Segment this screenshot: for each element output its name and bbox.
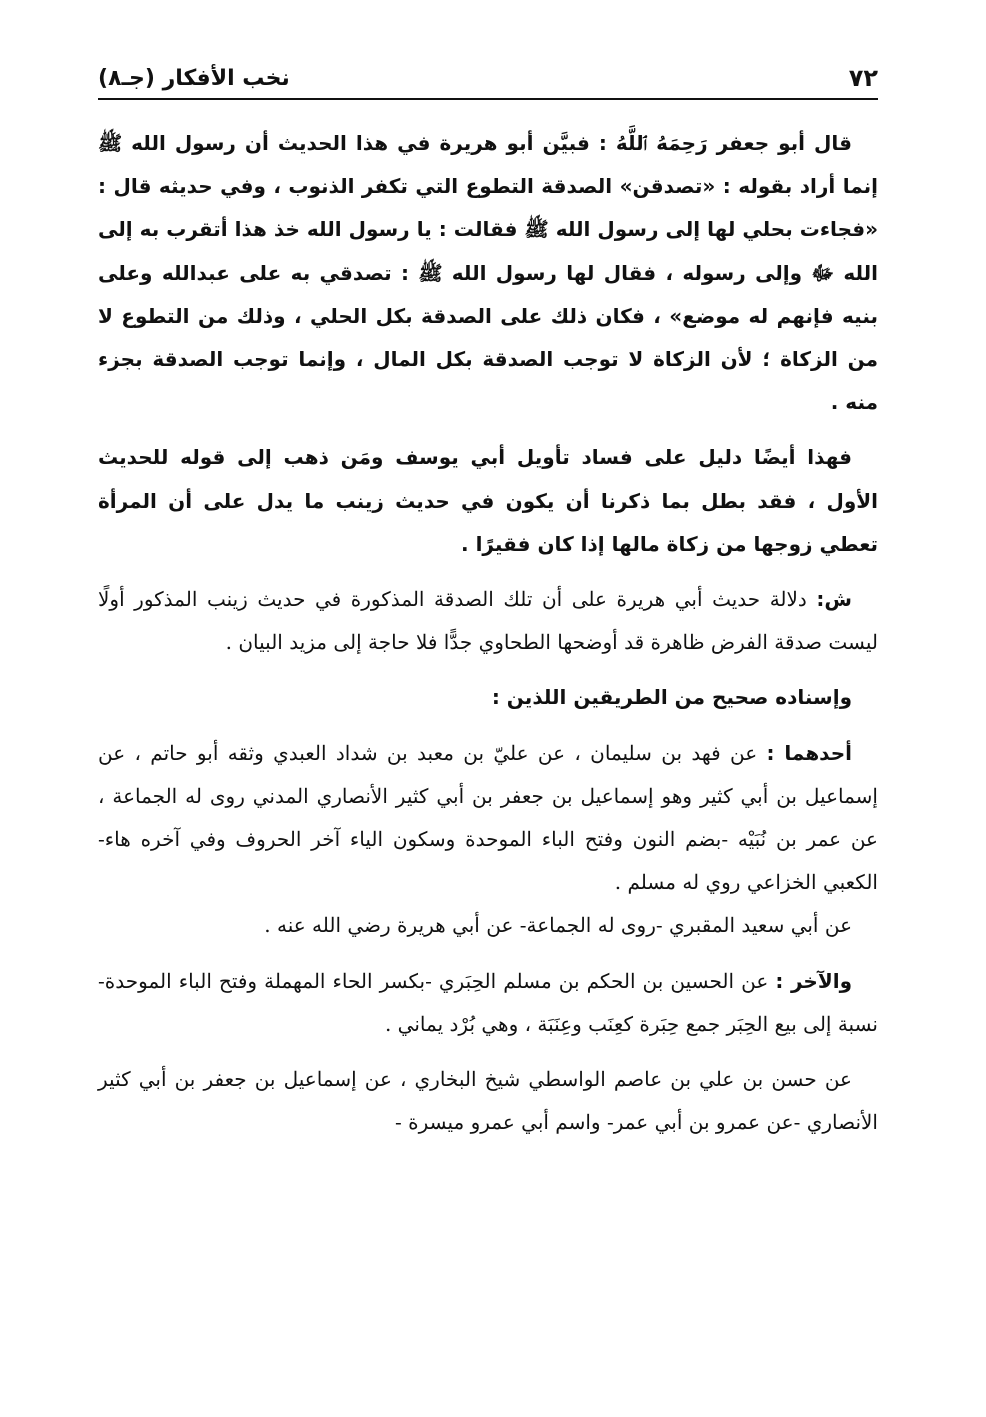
paragraph-text: عن أبي سعيد المقبري -روى له الجماعة- عن أبي هريرة رضي الله عنه . [264,913,852,938]
paragraph-isnad-heading [98,676,878,719]
page-number: ٧٢ [848,64,878,92]
paragraph-lead: أحدهما : [766,740,853,765]
paragraph-abu-jafar [98,122,878,424]
paragraph-second-chain-cont [98,1058,878,1144]
paragraph-text: عن حسن بن علي بن عاصم الواسطي شيخ البخاري ، عن إسماعيل بن جعفر بن أبي كثير الأنصاري -عن عمرو بن أبي عمر- واسم أبي عمرو ميسرة - [98,1067,878,1135]
paragraph-text: دلالة حديث أبي هريرة على أن تلك الصدقة المذكورة في حديث زينب المذكور أولًا ليست صدقة الفرض ظاهرة قد أوضحها الطحاوي جدًّا فلا حاجة إلى مزيد البيان . [98,587,878,655]
paragraph-commentary [98,578,878,664]
paragraph-first-chain [98,732,878,905]
paragraph-second-chain [98,960,878,1046]
book-title: نخب الأفكار (جـ٨) [98,65,290,91]
paragraph-text: فهذا أيضًا دليل على فساد تأويل أبي يوسف ومَن ذهب إلى قوله للحديث الأول ، فقد بطل بما ذكرنا أن يكون في حديث زينب ما يدل على أن المرأة تعطي زوجها من زكاة مالها إذا كان فقيرًا . [98,445,878,556]
paragraph-text: وإسناده صحيح من الطريقين اللذين : [491,685,852,710]
paragraph-lead: والآخر : [775,968,852,993]
paragraph-first-chain-cont [98,904,878,947]
paragraph-text: عن فهد بن سليمان ، عن عليّ بن معبد بن شداد العبدي وثقه أبو حاتم ، عن إسماعيل بن أبي كثير وهو إسماعيل بن جعفر بن أبي كثير الأنصاري المدني روى له الجماعة ، عن عمر بن نُبَيْه -بضم النون وفتح الباء الموحدة وسكون الياء آخر الحروف وفي آخره هاء- الكعبي الخزاعي روي له مسلم . [98,740,878,895]
paragraph-text: قال أبو جعفر رَحِمَهُ ٱللَّهُ : فبيَّن أبو هريرة في هذا الحديث أن رسول الله ﷺ إنما أراد بقوله : «تصدقن» الصدقة التطوع التي تكفر الذنوب ، وفي حديثه قال : «فجاءت بحلي لها إلى رسول الله ﷺ فقالت : يا رسول الله خذ هذا أتقرب به إلى الله ﷻ وإلى رسوله ، فقال لها رسول الله ﷺ : تصدقي به على عبدالله وعلى بنيه فإنهم له موضع» ، فكان ذلك على الصدقة بكل الحلي ، وذلك من التطوع لا من الزكاة ؛ لأن الزكاة لا توجب الصدقة بكل المال ، وإنما توجب الصدقة بجزء منه . [98,131,878,415]
body-text [98,122,878,1144]
paragraph-text: عن الحسين بن الحكم بن مسلم الحِبَري -بكسر الحاء المهملة وفتح الباء الموحدة- نسبة إلى بيع الحِبَر جمع حِبَرة كعِنَب وعِنَبَة ، وهي بُرْد يماني . [98,968,878,1036]
paragraph-conclusion [98,436,878,566]
paragraph-lead: ش: [816,587,852,612]
page-header [98,58,878,100]
